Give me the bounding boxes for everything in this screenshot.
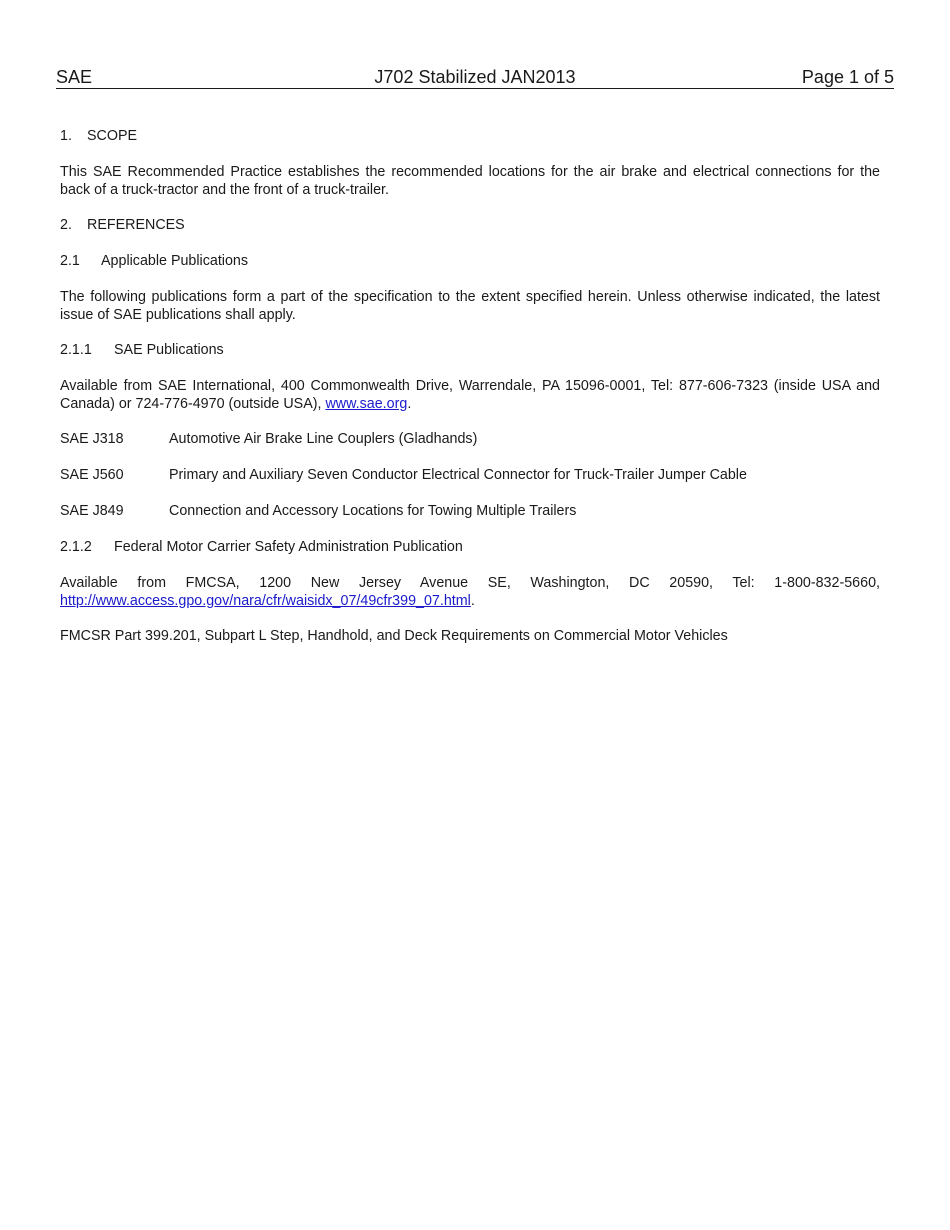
reference-entry-j560 — [60, 467, 880, 485]
section-number: 1. — [60, 128, 72, 144]
sae-availability-text: Available from SAE International, 400 Commonwealth Drive, Warrendale, PA 15096-0001, Tel: 877-606-7323 (inside USA and Canada) or 724-776-4970 (outside USA), — [60, 378, 880, 412]
section-number: 2.1.1 — [60, 342, 92, 358]
header-page-number: Page 1 of 5 — [801, 67, 894, 87]
sae-website-link[interactable]: www.sae.org — [325, 395, 408, 412]
reference-title: Automotive Air Brake Line Couplers (Gladhands) — [169, 431, 478, 447]
scope-paragraph: This SAE Recommended Practice establishes the recommended locations for the air brake and electrical connections for the back of a truck-tractor and the front of a truck-trailer. — [60, 164, 880, 198]
reference-code: SAE J849 — [60, 503, 124, 519]
reference-code: SAE J560 — [60, 467, 124, 483]
sae-publications-paragraph — [60, 378, 880, 413]
fmcsa-cfr-link[interactable]: http://www.access.gpo.gov/nara/cfr/waisidx_07/49cfr399_07.html — [60, 592, 471, 609]
applicable-publications-paragraph: The following publications form a part of the specification to the extent specified herein. Unless otherwise indicated, the latest issue of SAE publications shall apply. — [60, 289, 880, 323]
reference-title: Connection and Accessory Locations for Towing Multiple Trailers — [169, 503, 577, 519]
section-number: 2.1.2 — [60, 539, 92, 555]
header-document-id: J702 Stabilized JAN2013 — [374, 67, 576, 87]
section-title: Applicable Publications — [101, 253, 249, 269]
section-number: 2. — [60, 217, 72, 233]
section-title: REFERENCES — [87, 217, 185, 233]
section-heading-references — [60, 217, 880, 235]
section-heading-fmcsa-publication — [60, 539, 880, 557]
fmcsa-availability-paragraph — [60, 575, 880, 610]
section-heading-applicable-publications — [60, 253, 880, 271]
section-number: 2.1 — [60, 253, 80, 269]
header-publisher: SAE — [56, 67, 93, 87]
fmcsa-availability-text: Available from FMCSA, 1200 New Jersey Avenue SE, Washington, DC 20590, Tel: 1-800-832-5660, — [60, 575, 880, 591]
section-title: SCOPE — [87, 128, 138, 144]
section-title: SAE Publications — [114, 342, 224, 358]
running-header — [56, 66, 894, 89]
reference-title: Primary and Auxiliary Seven Conductor Electrical Connector for Truck-Trailer Jumper Cable — [169, 467, 747, 483]
section-title: Federal Motor Carrier Safety Administration Publication — [114, 539, 463, 555]
fmcsr-reference-entry: FMCSR Part 399.201, Subpart L Step, Handhold, and Deck Requirements on Commercial Motor Vehicles — [60, 628, 728, 644]
section-heading-scope — [60, 128, 880, 146]
section-heading-sae-publications — [60, 342, 880, 360]
reference-entry-j849 — [60, 503, 880, 521]
sae-availability-end: . — [407, 395, 412, 412]
reference-code: SAE J318 — [60, 431, 124, 447]
fmcsa-availability-end: . — [470, 592, 475, 609]
reference-entry-j318 — [60, 431, 880, 449]
